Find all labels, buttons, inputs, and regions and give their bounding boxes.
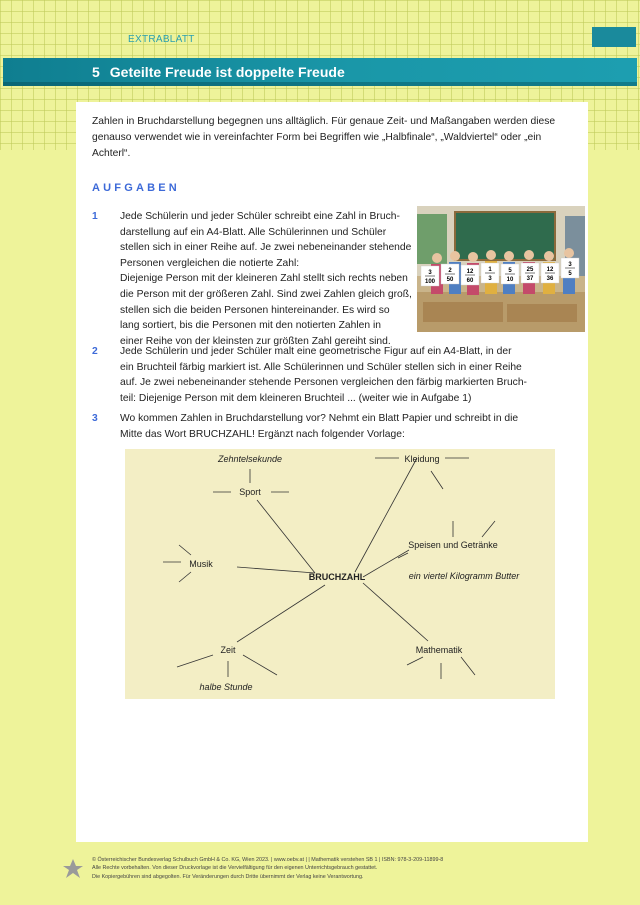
fraction-denominator: 3 xyxy=(488,276,492,282)
fraction-card xyxy=(541,263,559,283)
task-line: Jede Schülerin und jeder Schüler malt eine geometrische Figur auf ein A4-Blatt, in der xyxy=(120,346,512,357)
section-number: 5 xyxy=(92,64,100,80)
fraction-numerator: 2 xyxy=(448,268,452,274)
fraction-denominator: 10 xyxy=(506,277,514,283)
task-line: stellen sich in einer Reihe auf. Je zwei nebeneinander stehende xyxy=(120,242,412,254)
node-sport-example: Zehntelsekunde xyxy=(217,454,283,464)
mindmap-diagram xyxy=(125,449,555,699)
fraction-numerator: 12 xyxy=(466,269,474,275)
node-zeit-example: halbe Stunde xyxy=(199,682,253,692)
task-3-number: 3 xyxy=(92,413,98,424)
fraction-card xyxy=(421,266,439,286)
task-3-text xyxy=(120,411,560,442)
tasks-heading: AUFGABEN xyxy=(92,182,180,194)
header-tab xyxy=(592,27,636,47)
fraction-card xyxy=(441,264,459,284)
fraction-numerator: 12 xyxy=(546,267,554,273)
fraction-denominator: 5 xyxy=(568,271,572,277)
footer-line: Die Kopiergebühren sind abgegolten. Für Veränderungen durch Dritte übernimmt der Verlag keine Verantwortung. xyxy=(92,873,364,880)
fraction-numerator: 25 xyxy=(526,267,534,273)
task-1-number: 1 xyxy=(92,211,98,222)
task-2-text xyxy=(120,344,560,406)
task-line: Personen vergleichen die notierte Zahl: xyxy=(120,257,300,269)
task-line: Wo kommen Zahlen in Bruchdarstellung vor? Nehmt ein Blatt Papier und schreibt in die xyxy=(120,413,519,424)
task-line: darstellung auf ein A4-Blatt. Alle Schülerinnen und Schüler xyxy=(120,226,387,238)
fraction-numerator: 3 xyxy=(568,262,572,268)
node-kleidung: Kleidung xyxy=(404,454,440,464)
task-line: auf. Je zwei nebeneinander stehende Personen vergleichen den färbig markierten Bruch- xyxy=(120,377,527,389)
fraction-denominator: 50 xyxy=(446,277,454,283)
extrablatt-label: EXTRABLATT xyxy=(128,34,195,45)
mindmap-labels xyxy=(189,454,520,692)
task-line: stellen sich die beiden Personen hintereinander. Es wird so xyxy=(120,304,390,316)
fraction-denominator: 60 xyxy=(466,278,474,284)
section-title: Geteilte Freude ist doppelte Freude xyxy=(109,64,345,80)
footer xyxy=(92,856,443,881)
task-line: Diejenige Person mit der kleineren Zahl stellt sich rechts neben xyxy=(120,273,408,285)
node-musik: Musik xyxy=(189,559,213,569)
fraction-numerator: 1 xyxy=(488,267,492,273)
task-1-text xyxy=(120,209,420,349)
footer-line: Alle Rechte vorbehalten. Von dieser Druckvorlage ist die Vervielfältigung für den eigenen Unterrichtsgebrauch gestattet. xyxy=(92,865,378,872)
fraction-denominator: 37 xyxy=(526,276,534,282)
task-line: Jede Schülerin und jeder Schüler schreibt eine Zahl in Bruch- xyxy=(120,211,400,222)
publisher-logo-icon xyxy=(62,858,84,880)
classroom-photo-illustration xyxy=(417,206,585,332)
fraction-card xyxy=(461,265,479,285)
node-mathematik: Mathematik xyxy=(415,645,463,655)
fraction-numerator: 3 xyxy=(428,270,432,276)
page-title xyxy=(92,64,345,80)
task-line: die Person mit der größeren Zahl. Sind zwei Zahlen gleich groß, xyxy=(120,288,412,300)
task-line: einer Reihe von der kleinsten zur größten Zahl gereiht sind. xyxy=(120,335,391,347)
footer-line: © Österreichischer Bundesverlag Schulbuch GmbH & Co. KG, Wien 2023. | www.oebv.at | | Mathematik verstehen SB 1 | ISBN: 978-3-209-11899-8 xyxy=(92,857,444,863)
task-2-number: 2 xyxy=(92,346,98,357)
classroom-photo xyxy=(417,206,585,332)
fraction-denominator: 36 xyxy=(546,276,554,282)
mindmap xyxy=(125,449,555,699)
center-node: BRUCHZAHL xyxy=(308,572,366,582)
intro-paragraph: Zahlen in Bruchdarstellung begegnen uns alltäglich. Für genaue Zeit- und Maßangaben werden diese genauso verwendet wie in vereinfachter Form bei Begriffen wie „Halbfinale“, „Waldviertel“ oder „ein Achterl“. xyxy=(92,116,556,159)
fraction-card xyxy=(561,258,579,278)
fraction-card xyxy=(481,263,499,283)
task-line: teil: Diejenige Person mit dem kleineren Bruchteil ... (weiter wie in Aufgabe 1) xyxy=(120,392,472,404)
fraction-denominator: 100 xyxy=(424,279,436,285)
node-zeit: Zeit xyxy=(220,645,236,655)
fraction-numerator: 5 xyxy=(508,268,512,274)
task-line: lang sortiert, bis die Personen mit den notierten Zahlen in xyxy=(120,320,382,332)
task-line: Mitte das Wort BRUCHZAHL! Ergänzt nach folgender Vorlage: xyxy=(120,428,405,440)
node-speisen: Speisen und Getränke xyxy=(408,540,498,550)
node-sport: Sport xyxy=(239,487,261,497)
node-speisen-example: ein viertel Kilogramm Butter xyxy=(408,571,520,581)
task-line: ein Bruchteil färbig markiert ist. Alle Schülerinnen und Schüler stellen sich in einer Reihe xyxy=(120,361,522,373)
fraction-card xyxy=(521,263,539,283)
fraction-card xyxy=(501,264,519,284)
